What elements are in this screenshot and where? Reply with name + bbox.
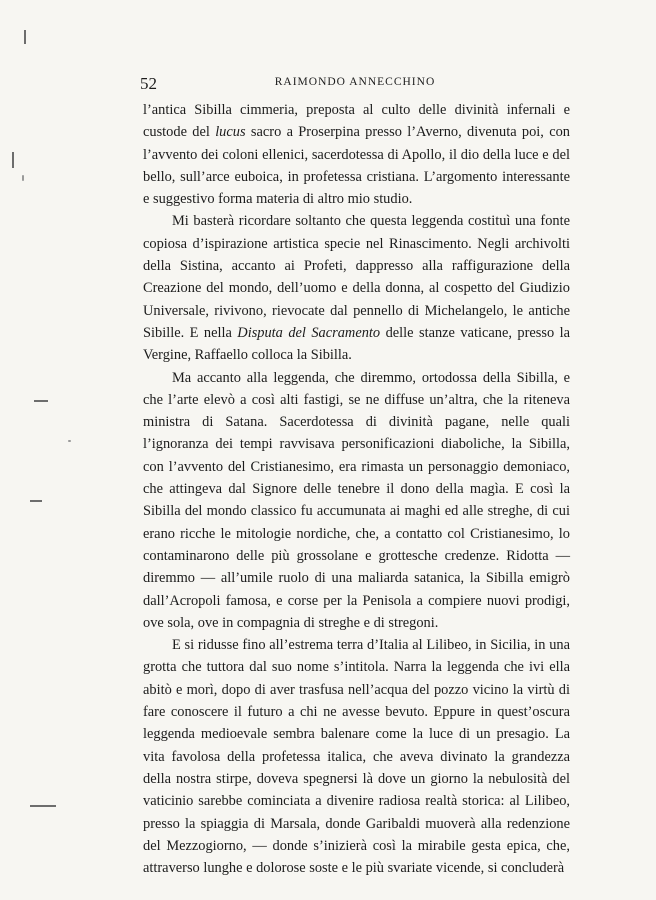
scan-mark xyxy=(12,152,14,168)
paragraph xyxy=(143,99,570,210)
italic-term: lucus xyxy=(215,124,246,141)
scan-speck xyxy=(68,440,71,442)
scan-mark xyxy=(24,30,26,44)
italic-title: Disputa del Sacramento xyxy=(237,324,381,341)
text-run: delle stanze vaticane, presso la Vergine, Raffaello colloca la Sibilla. xyxy=(143,324,570,364)
scan-mark xyxy=(30,805,56,807)
scan-speck xyxy=(22,175,24,181)
paragraph xyxy=(143,210,570,366)
text-run: l’antica Sibilla cimmeria, preposta al culto delle divinità infernali e custode del xyxy=(143,102,570,141)
scan-mark xyxy=(30,500,42,502)
page-header xyxy=(140,74,570,94)
paragraph xyxy=(143,634,570,879)
page-number: 52 xyxy=(140,74,157,93)
text-run: Mi basterà ricordare soltanto che questa leggenda costituì una fonte copiosa d’ispirazione artistica specie nel Rinascimento. Negli archivolti della Sistina, accanto ai Profeti, dappresso alla raffigurazione della Creazione del mondo, dell’uomo e della donna, al cospetto del Giudizio Universale, rivivono, rievocate dal pennello di Michelangelo, le antiche Sibille. E nella xyxy=(143,213,570,341)
paragraph xyxy=(143,367,570,635)
text-run: sacro a Proserpina presso l’Averno, divenuta poi, con l’avvento dei coloni ellenici, sacerdotessa di Apollo, il dio della luce e del bello, sull’arce euboica, in profetessa cristiana. L’argomento interessante e suggestivo forma materia di altro mio studio. xyxy=(143,124,570,208)
text-run: E si ridusse fino all’estrema terra d’Italia al Lilibeo, in Sicilia, in una grotta che tuttora dal suo nome s’intitola. Narra la leggenda che ivi ella abitò e morì, dopo di aver trasfusa nell’acqua del pozzo vicino la virtù di fare conoscere il futuro a chi ne avesse bevuto. Eppure in quest’oscura leggenda medioevale sembra balenare come la luce di un presagio. La vita favolosa della profetessa italica, che aveva divinato la grandezza della nostra stirpe, doveva spegnersi là dove un giorno la nebulosità del vaticinio sarebbe cominciata a divenire radiosa realtà storica: al Lilibeo, presso la spiaggia di Marsala, donde Garibaldi muoverà alla redenzione del Mezzogiorno, — donde s’inizierà così la mirabile gesta epica, che, attraverso lunghe e dolorose soste e le più svariate vicende, si concluderà xyxy=(143,637,570,877)
scan-mark xyxy=(34,400,48,402)
text-run: Ma accanto alla leggenda, che diremmo, ortodossa della Sibilla, e che l’arte elevò a così alti fastigi, se ne diffuse un’altra, che la riteneva ministra di Satana. Sacerdotessa di divinità pagane, nelle quali l’ignoranza dei tempi ravvisava personificazioni diaboliche, la Sibilla, con l’avvento del Cristianesimo, era rimasta un personaggio demoniaco, che attingeva dal Signore delle tenebre il dono della magìa. E così la Sibilla del mondo classico fu accumunata ai maghi ed alle streghe, di cui erano ricche le mitologie nordiche, che, a contatto col Cristianesimo, lo contaminarono delle più grossolane e grottesche credenze. Ridotta — diremmo — all’umile ruolo di una maliarda satanica, la Sibilla emigrò dall’Acropoli famosa, e corse per la Penisola a compiere nuovi prodigi, ove sola, ove in compagnia di streghe e di stregoni. xyxy=(143,369,570,631)
running-title: RAIMONDO ANNECCHINO xyxy=(274,76,436,88)
body-text xyxy=(143,99,570,879)
